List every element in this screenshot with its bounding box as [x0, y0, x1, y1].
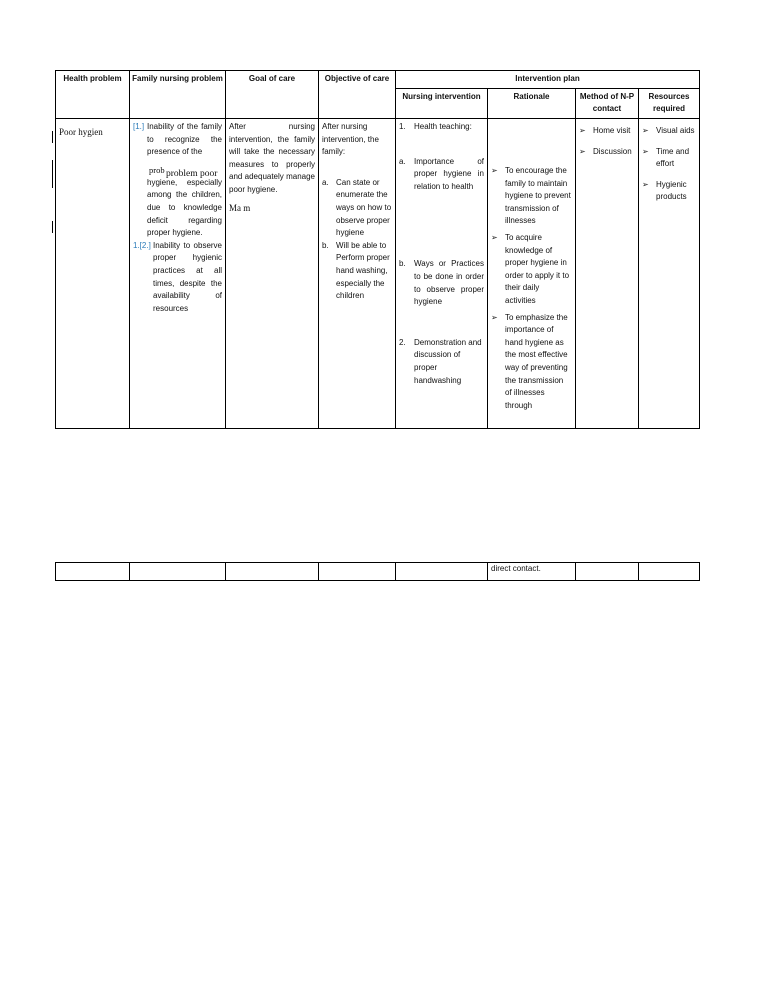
list-item: ➢ To encourage the family to maintain hygiene to prevent transmission of illnesses: [491, 165, 572, 228]
change-marker: [52, 131, 53, 143]
header-objective-of-care: Objective of care: [319, 71, 396, 119]
problem-item-2: [133, 240, 222, 316]
cell-resources-required: [639, 119, 700, 429]
table-row: [56, 119, 700, 429]
header-goal-of-care: Goal of care: [226, 71, 319, 119]
objective-item-b: b. Will be able to Perform proper hand washing, especially the children: [322, 240, 390, 301]
problem-item-1-text-b: hygiene, especially among the children, due to knowledge deficit regarding proper hygiene.: [147, 177, 222, 238]
change-marker: [52, 221, 53, 233]
arrow-bullet-icon: ➢: [579, 126, 586, 135]
objective-item-a: a. Can state or enumerate the ways on how to observe proper hygiene: [322, 177, 392, 238]
continuation-table: [55, 562, 700, 581]
header-rationale: Rationale: [488, 89, 576, 119]
arrow-bullet-icon: ➢: [642, 146, 649, 156]
header-resources-required: Resources required: [639, 89, 700, 119]
goal-overlap-text: Ma m: [229, 202, 251, 213]
problem-item-1: [133, 121, 222, 240]
cell-goal-of-care: [226, 119, 319, 429]
rationale-list: [491, 165, 572, 412]
problem-item-2-number: 1.[2.]: [133, 240, 151, 250]
intervention-item-1: 1. Health teaching:: [399, 122, 472, 131]
arrow-bullet-icon: ➢: [642, 179, 649, 189]
list-item: ➢ To emphasize the importance of hand hygiene as the most effective way of preventing the transmission of illnesses through: [491, 312, 572, 413]
list-item: ➢ Home visit: [579, 125, 635, 138]
problem-item-1-number: [1.]: [133, 122, 145, 131]
arrow-bullet-icon: ➢: [579, 146, 586, 156]
overlap-text-small: prob: [149, 164, 165, 175]
method-list: [579, 125, 635, 158]
header-family-nursing-problem: Family nursing problem: [130, 71, 226, 119]
arrow-bullet-icon: ➢: [642, 126, 649, 135]
cell-method-of-contact: [576, 119, 639, 429]
header-method-of-np-contact: Method of N-P contact: [576, 89, 639, 119]
header-health-problem: Health problem: [56, 71, 130, 119]
health-problem-text: Poor hygien: [59, 127, 103, 137]
problem-item-1-text-a: Inability of the family to recognize the presence of the: [147, 122, 222, 157]
intervention-item-a: a. Importance of proper hygiene in relation to health: [399, 156, 484, 191]
list-item: ➢ Visual aids: [642, 125, 696, 138]
arrow-bullet-icon: ➢: [491, 166, 498, 175]
list-item: ➢ Hygienic products: [642, 179, 696, 204]
arrow-bullet-icon: ➢: [491, 232, 498, 242]
header-intervention-plan: Intervention plan: [396, 71, 700, 89]
cell-nursing-intervention: [396, 119, 488, 429]
change-marker: [52, 160, 53, 188]
resources-list: [642, 125, 696, 204]
list-item: ➢ Discussion: [579, 146, 635, 159]
overlap-text-large: problem poor: [166, 168, 218, 179]
cell-family-nursing-problem: [130, 119, 226, 429]
cell-rationale: [488, 119, 576, 429]
cell-health-problem: [56, 119, 130, 429]
list-item: ➢ Time and effort: [642, 146, 696, 171]
header-row: [56, 71, 700, 89]
continuation-rationale: direct contact.: [488, 563, 576, 581]
intervention-item-b: b. Ways or Practices to be done in order to observe proper hygiene: [399, 259, 484, 307]
family-nursing-care-plan-table: [55, 70, 700, 429]
cell-objective-of-care: [319, 119, 396, 429]
arrow-bullet-icon: ➢: [491, 312, 498, 322]
table-row: [56, 563, 700, 581]
goal-of-care-text: After nursing intervention, the family will take the necessary measures to properly and adequately manage poor hygiene.: [229, 122, 315, 194]
objective-intro: After nursing intervention, the family:: [322, 122, 379, 157]
list-item: ➢ To acquire knowledge of proper hygiene in order to apply it to their daily activities: [491, 232, 572, 308]
problem-item-2-text: Inability to observe proper hygienic practices at all times, despite the availability of resources: [153, 240, 222, 313]
intervention-item-2: 2. Demonstration and discussion of proper handwashing: [399, 337, 482, 385]
header-nursing-intervention: Nursing intervention: [396, 89, 488, 119]
